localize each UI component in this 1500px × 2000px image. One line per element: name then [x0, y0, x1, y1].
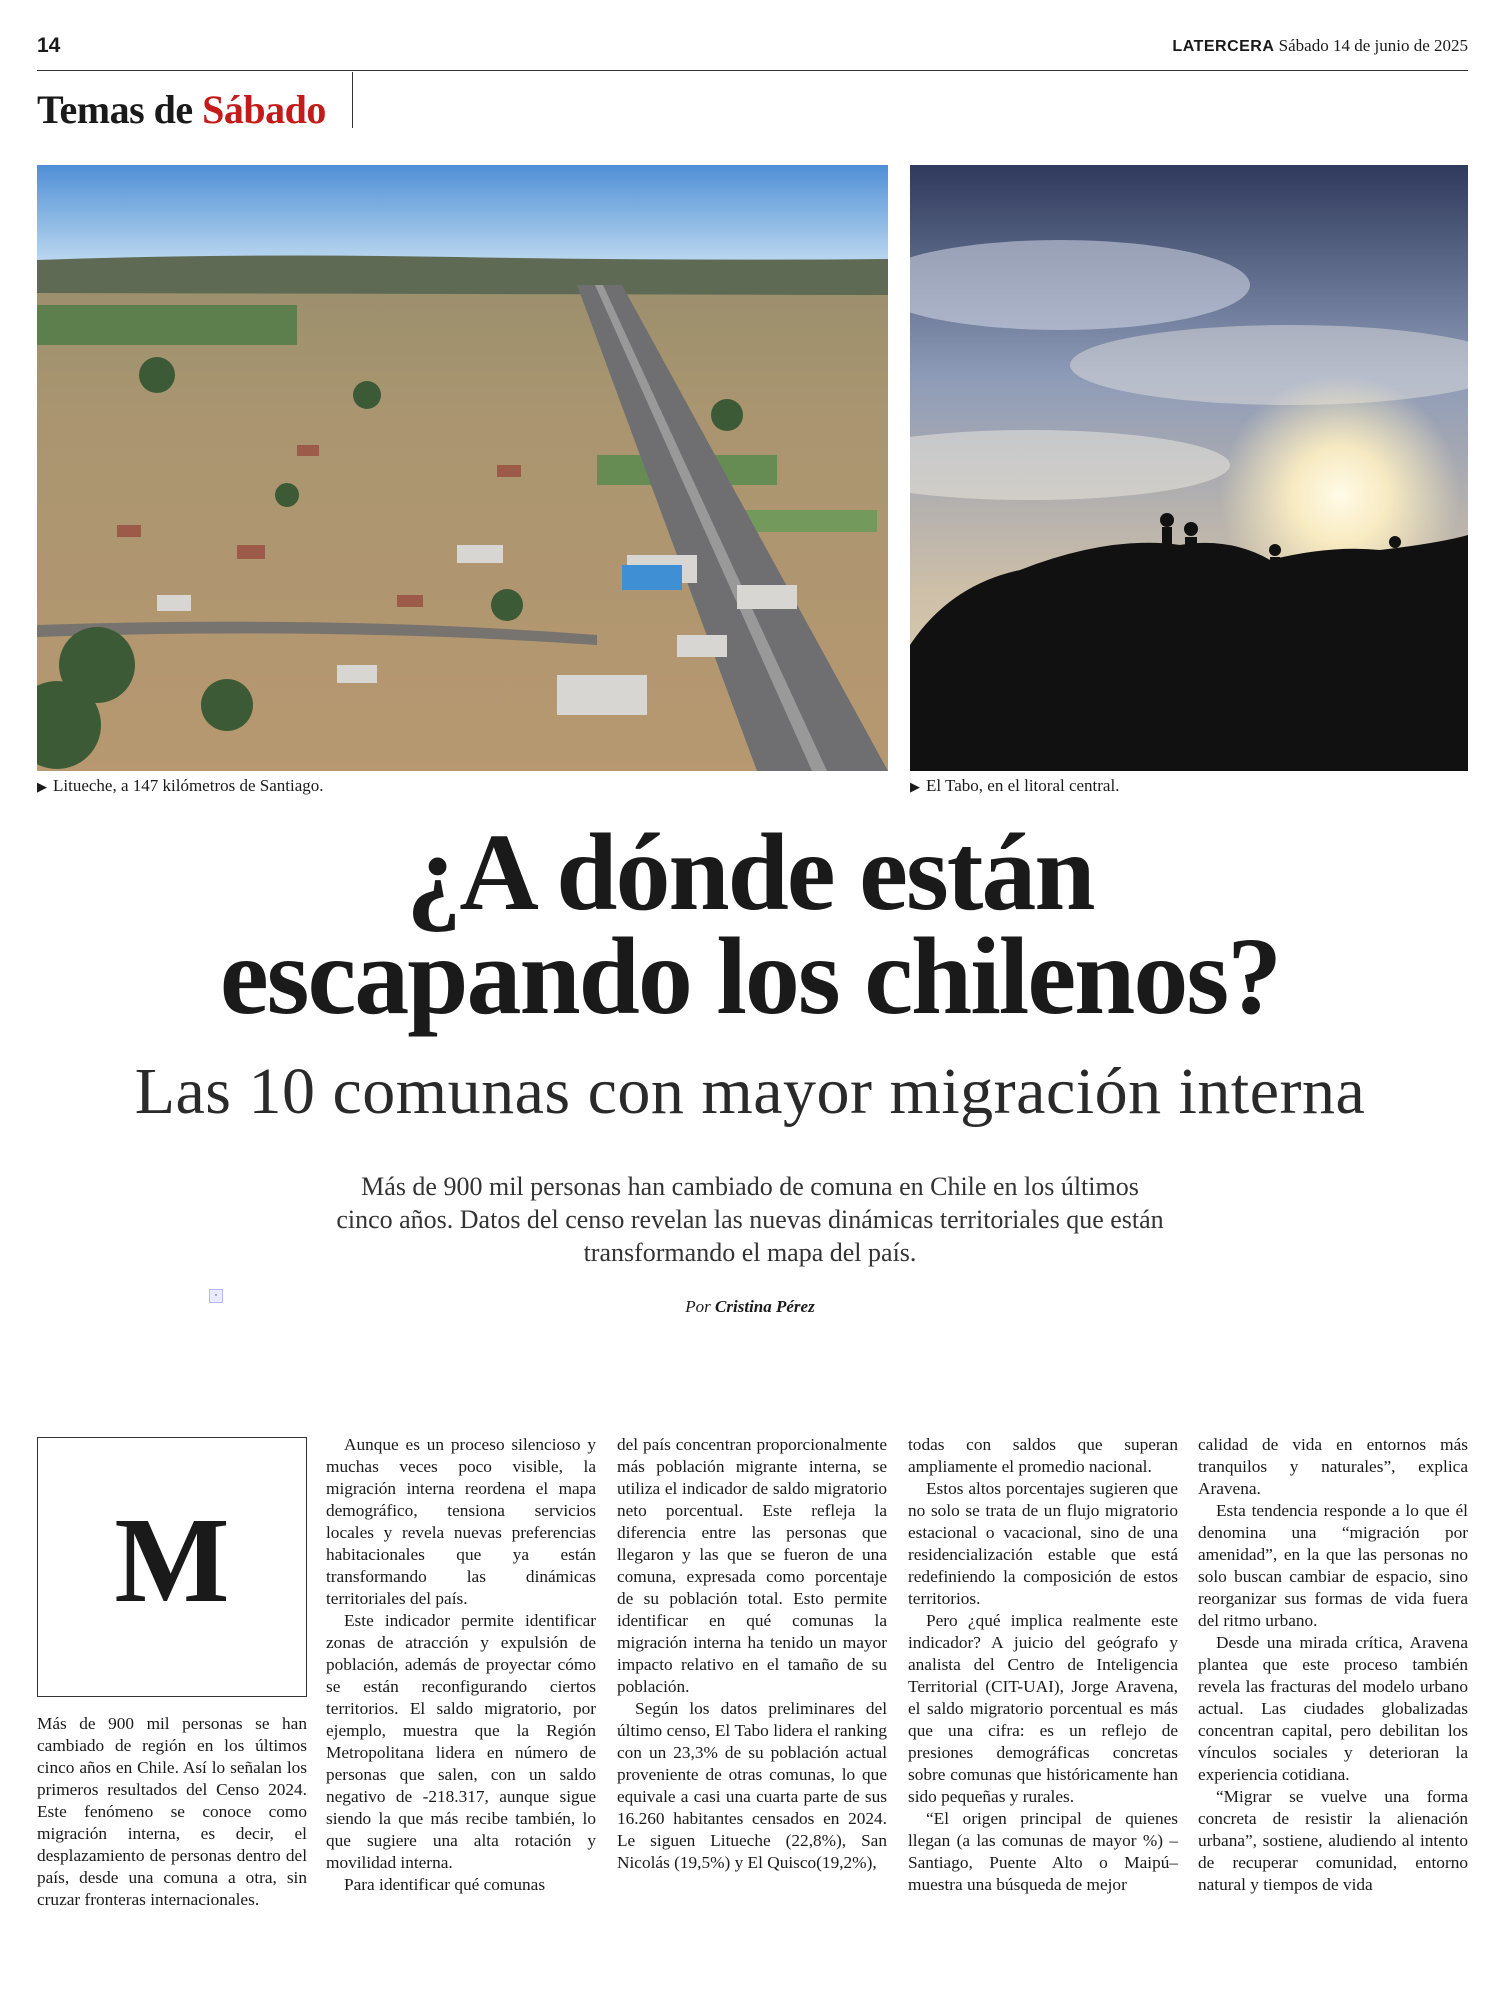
headline	[0, 811, 1500, 1037]
paragraph: Según los datos preliminares del último censo, El Tabo lidera el ranking con un 23,3% de su población actual proveniente de otras comunas, lo que equivale a casi una cuarta parte de sus 16.260 habitantes censados en 2024. Le siguen Litueche (22,8%), San Nicolás (19,5%) y El Quisco(19,2%),	[617, 1699, 887, 1872]
photo-litueche	[37, 165, 888, 771]
paragraph: Aunque es un proceso silencioso y muchas veces poco visible, la migración interna reordena el mapa demográfico, tensiona servicios locales y revela nuevas preferencias habitacionales que ya están transformando las dinámicas territoriales del país.	[326, 1435, 596, 1608]
drop-cap-box	[37, 1437, 307, 1697]
sunset-silhouette-illustration	[910, 165, 1468, 771]
note-marker-icon: ▪	[209, 1289, 223, 1303]
paragraph: todas con saldos que superan ampliamente el promedio nacional.	[908, 1435, 1178, 1476]
aerial-town-illustration	[37, 165, 888, 771]
caption-text: El Tabo, en el litoral central.	[926, 776, 1120, 795]
newspaper-brand: LATERCERA	[1172, 38, 1275, 55]
section-prefix: Temas de	[37, 87, 193, 132]
paragraph: Más de 900 mil personas se han cambiado de región en los últimos cinco años en Chile. Así lo señalan los primeros resultados del Censo 2024. Este fenómeno se conoce como migración interna, es decir, el desplazamiento de personas dentro del país, desde una comuna a otra, sin cruzar fronteras internacionales.	[37, 1714, 307, 1909]
drop-cap-letter: M	[114, 1493, 230, 1628]
byline-prefix: Por	[685, 1297, 711, 1316]
body-column-2	[326, 1434, 596, 1896]
paragraph: Estos altos porcentajes sugieren que no solo se trata de un flujo migratorio estacional o vacacional, sino de una residencialización estable que está redefiniendo la composición de estos territorios.	[908, 1479, 1178, 1608]
section-accent: Sábado	[202, 87, 326, 132]
headline-line-2: escapando los chilenos?	[219, 915, 1281, 1037]
deck: Más de 900 mil personas han cambiado de comuna en Chile en los últimos cinco años. Datos del censo revelan las nuevas dinámicas territoriales que están transformando el mapa del país.	[336, 1172, 1164, 1267]
section-label	[37, 86, 326, 133]
issue-date: Sábado 14 de junio de 2025	[1278, 36, 1468, 55]
caption-text: Litueche, a 147 kilómetros de Santiago.	[53, 776, 324, 795]
paragraph: Para identificar qué comunas	[344, 1875, 546, 1894]
paragraph: “El origen principal de quienes llegan (a las comunas de mayor %) –Santiago, Puente Alto o Maipú– muestra una búsqueda de mejor	[908, 1809, 1178, 1894]
subheadline: Las 10 comunas con mayor migración interna	[134, 1055, 1366, 1128]
section-divider	[352, 72, 353, 128]
paragraph: “Migrar se vuelve una forma concreta de resistir la alienación urbana”, sostiene, aludiendo al intento de recuperar comunidad, entorno natural y tiempos de vida	[1198, 1787, 1468, 1894]
paragraph: Desde una mirada crítica, Aravena plantea que este proceso también revela las fracturas del modelo urbano actual. Las ciudades globalizadas concentran capital, pero debilitan los vínculos sociales y deterioran la experiencia cotidiana.	[1198, 1633, 1468, 1784]
top-rule	[37, 70, 1468, 71]
body-column-3	[617, 1434, 887, 1874]
paragraph: calidad de vida en entornos más tranquilos y naturales”, explica Aravena.	[1198, 1435, 1468, 1498]
byline	[0, 1297, 1500, 1317]
paragraph: Esta tendencia responde a lo que él denomina una “migración por amenidad”, en la que las personas no solo buscan cambiar de espacio, sino reorganizar sus formas de vida fuera del ritmo urbano.	[1198, 1501, 1468, 1630]
caption-arrow-icon: ▶	[37, 779, 47, 794]
page-number: 14	[37, 34, 61, 57]
body-column-1	[37, 1713, 307, 1911]
caption-litueche	[37, 776, 324, 796]
author-name: Cristina Pérez	[715, 1297, 815, 1316]
paragraph: del país concentran proporcionalmente más población migrante interna, se utiliza el indicador de saldo migratorio neto porcentual. Este refleja la diferencia entre las personas que llegaron y las que se fueron de una comuna, expresada como porcentaje de su población total. Esto permite identificar en qué comunas la migración interna ha tenido un mayor impacto relativo en el tamaño de su población.	[617, 1435, 887, 1696]
masthead	[1172, 36, 1468, 56]
photo-el-tabo	[910, 165, 1468, 771]
body-column-5	[1198, 1434, 1468, 1896]
caption-arrow-icon: ▶	[910, 779, 920, 794]
caption-el-tabo	[910, 776, 1119, 796]
headline-line-1: ¿A dónde están	[406, 811, 1094, 933]
body-column-4	[908, 1434, 1178, 1896]
paragraph: Pero ¿qué implica realmente este indicador? A juicio del geógrafo y analista del Centro de Inteligencia Territorial (CIT-UAI), Jorge Aravena, el saldo migratorio porcentual es más que una cifra: es un reflejo de presiones demográficas concretas sobre comunas que históricamente han sido pequeñas y rurales.	[908, 1611, 1178, 1806]
paragraph: Este indicador permite identificar zonas de atracción y expulsión de población, además de proyectar cómo se están reconfigurando ciertos territorios. El saldo migratorio, por ejemplo, muestra que la Región Metropolitana lidera en número de personas que salen, con un saldo negativo de -218.317, aunque sigue siendo la que más recibe también, lo que sugiere una alta rotación y movilidad interna.	[326, 1611, 596, 1872]
